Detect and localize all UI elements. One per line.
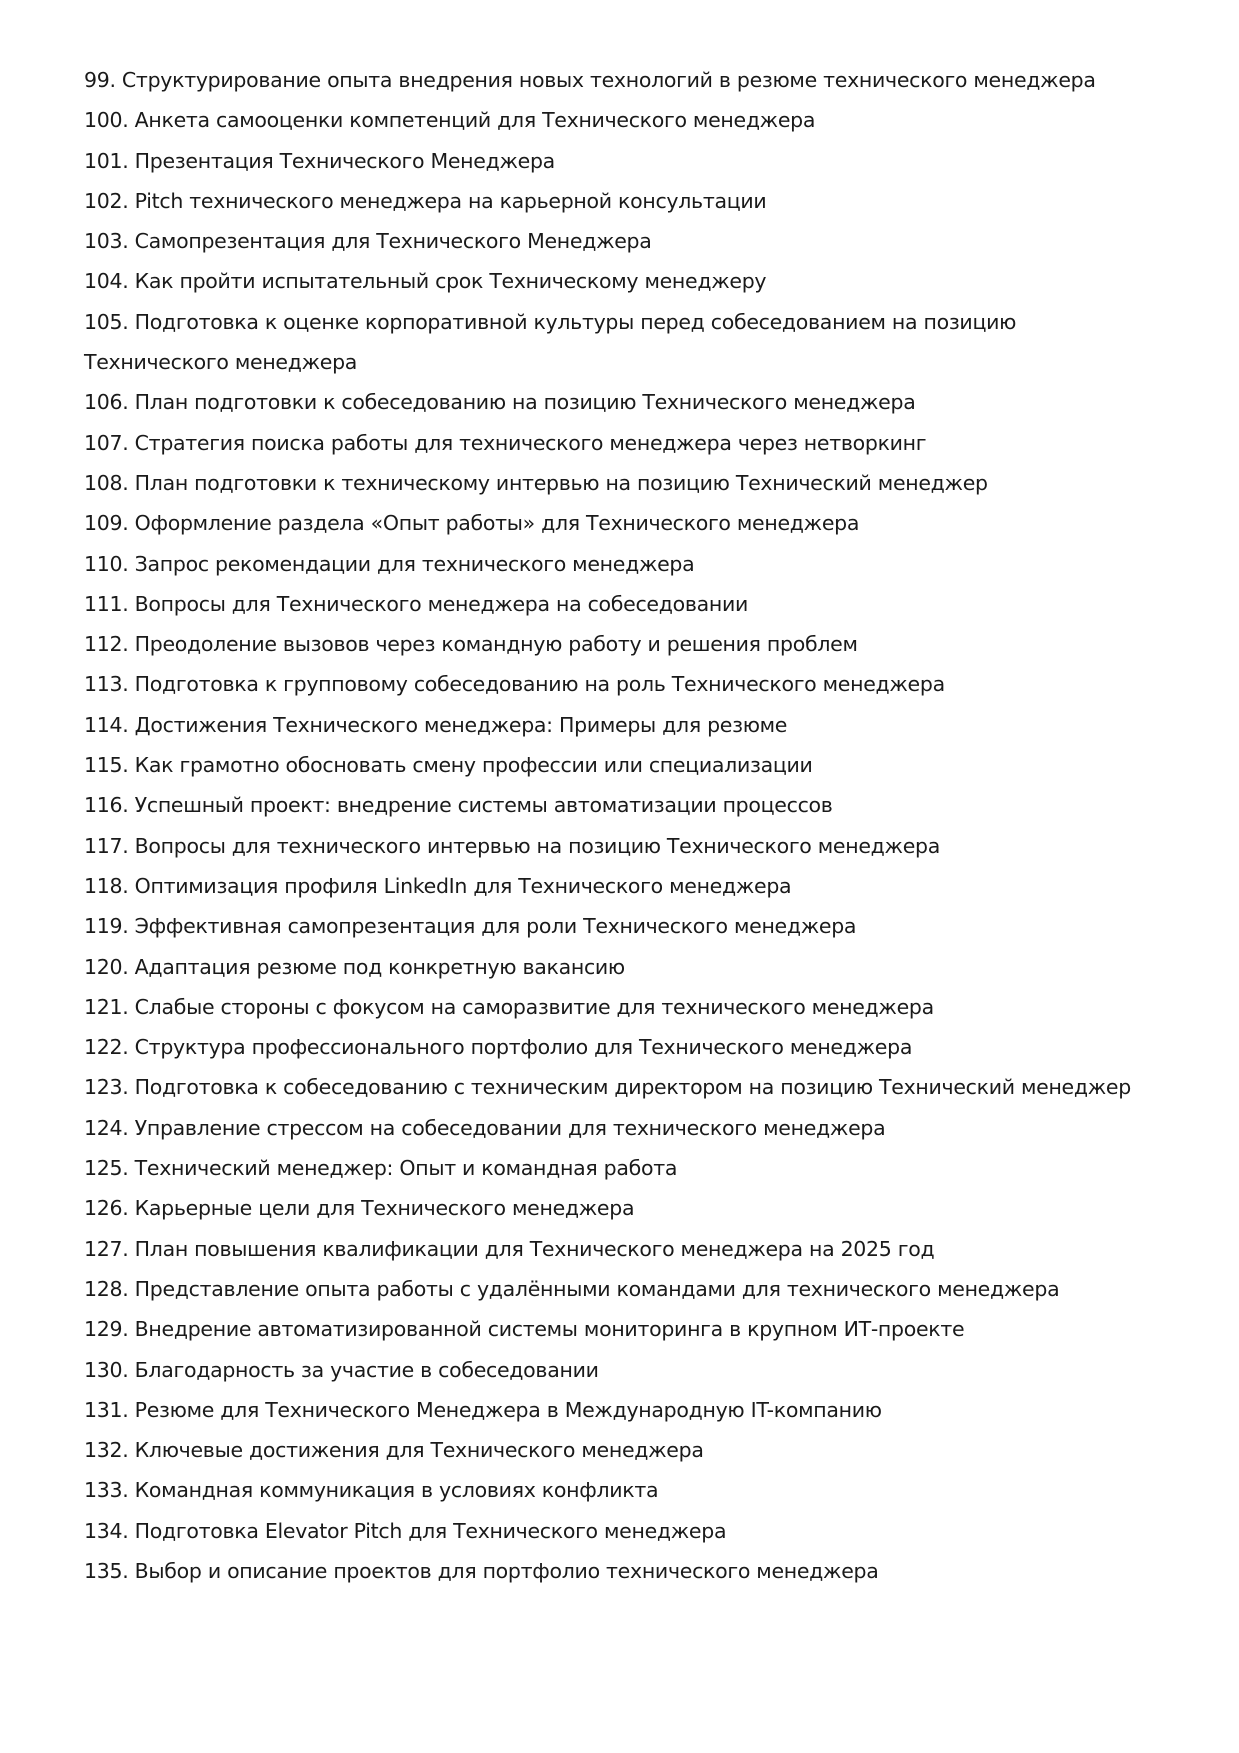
list-item: 118. Оптимизация профиля LinkedIn для Технического менеджера [84, 873, 792, 898]
list-item: 122. Структура профессионального портфолио для Технического менеджера [84, 1035, 913, 1060]
list-item: 106. План подготовки к собеседованию на позицию Технического менеджера [84, 390, 916, 415]
list-item: 110. Запрос рекомендации для технического менеджера [84, 551, 695, 576]
list-item: 101. Презентация Технического Менеджера [84, 148, 555, 173]
document-list [84, 60, 1159, 1591]
list-item: 119. Эффективная самопрезентация для роли Технического менеджера [84, 914, 857, 939]
list-item: 109. Оформление раздела «Опыт работы» для Технического менеджера [84, 511, 860, 536]
list-item: 128. Представление опыта работы с удалёнными командами для технического менеджера [84, 1276, 1060, 1301]
list-item: 125. Технический менеджер: Опыт и командная работа [84, 1156, 678, 1181]
list-item: 103. Самопрезентация для Технического Менеджера [84, 229, 652, 254]
list-item: 108. План подготовки к техническому интервью на позицию Технический менеджер [84, 470, 988, 495]
list-item: 115. Как грамотно обосновать смену профессии или специализации [84, 753, 813, 778]
list-item: 111. Вопросы для Технического менеджера на собеседовании [84, 591, 749, 616]
list-item: 102. Pitch технического менеджера на карьерной консультации [84, 188, 767, 213]
list-item: 123. Подготовка к собеседованию с техническим директором на позицию Технический менеджер [84, 1075, 1131, 1100]
list-item: 124. Управление стрессом на собеседовании для технического менеджера [84, 1115, 886, 1140]
list-item: 99. Структурирование опыта внедрения новых технологий в резюме технического менеджера [84, 68, 1096, 92]
list-item: 127. План повышения квалификации для Технического менеджера на 2025 год [84, 1236, 935, 1261]
list-item: 133. Командная коммуникация в условиях конфликта [84, 1478, 659, 1503]
list-item: 130. Благодарность за участие в собеседовании [84, 1357, 599, 1382]
list-item: 126. Карьерные цели для Технического менеджера [84, 1196, 635, 1221]
list-item: 134. Подготовка Elevator Pitch для Технического менеджера [84, 1518, 727, 1543]
list-item: 112. Преодоление вызовов через командную работу и решения проблем [84, 632, 858, 657]
list-item: 121. Слабые стороны с фокусом на саморазвитие для технического менеджера [84, 994, 934, 1019]
list-item: 135. Выбор и описание проектов для портфолио технического менеджера [84, 1558, 879, 1583]
list-item: 100. Анкета самооценки компетенций для Технического менеджера [84, 108, 816, 133]
list-item: 116. Успешный проект: внедрение системы автоматизации процессов [84, 793, 833, 818]
list-item: 120. Адаптация резюме под конкретную вакансию [84, 954, 625, 979]
list-item: 105. Подготовка к оценке корпоративной культуры перед собеседованием на позицию Технического менеджера [84, 309, 1017, 375]
list-item: 114. Достижения Технического менеджера: Примеры для резюме [84, 712, 788, 737]
list-item: 129. Внедрение автоматизированной системы мониторинга в крупном ИТ-проекте [84, 1317, 965, 1342]
list-item: 113. Подготовка к групповому собеседованию на роль Технического менеджера [84, 672, 945, 697]
list-item: 132. Ключевые достижения для Технического менеджера [84, 1438, 704, 1463]
list-item: 131. Резюме для Технического Менеджера в Международную IT-компанию [84, 1397, 882, 1422]
list-item: 104. Как пройти испытательный срок Техническому менеджеру [84, 269, 767, 294]
list-item: 107. Стратегия поиска работы для технического менеджера через нетворкинг [84, 430, 927, 455]
list-item: 117. Вопросы для технического интервью на позицию Технического менеджера [84, 833, 940, 858]
